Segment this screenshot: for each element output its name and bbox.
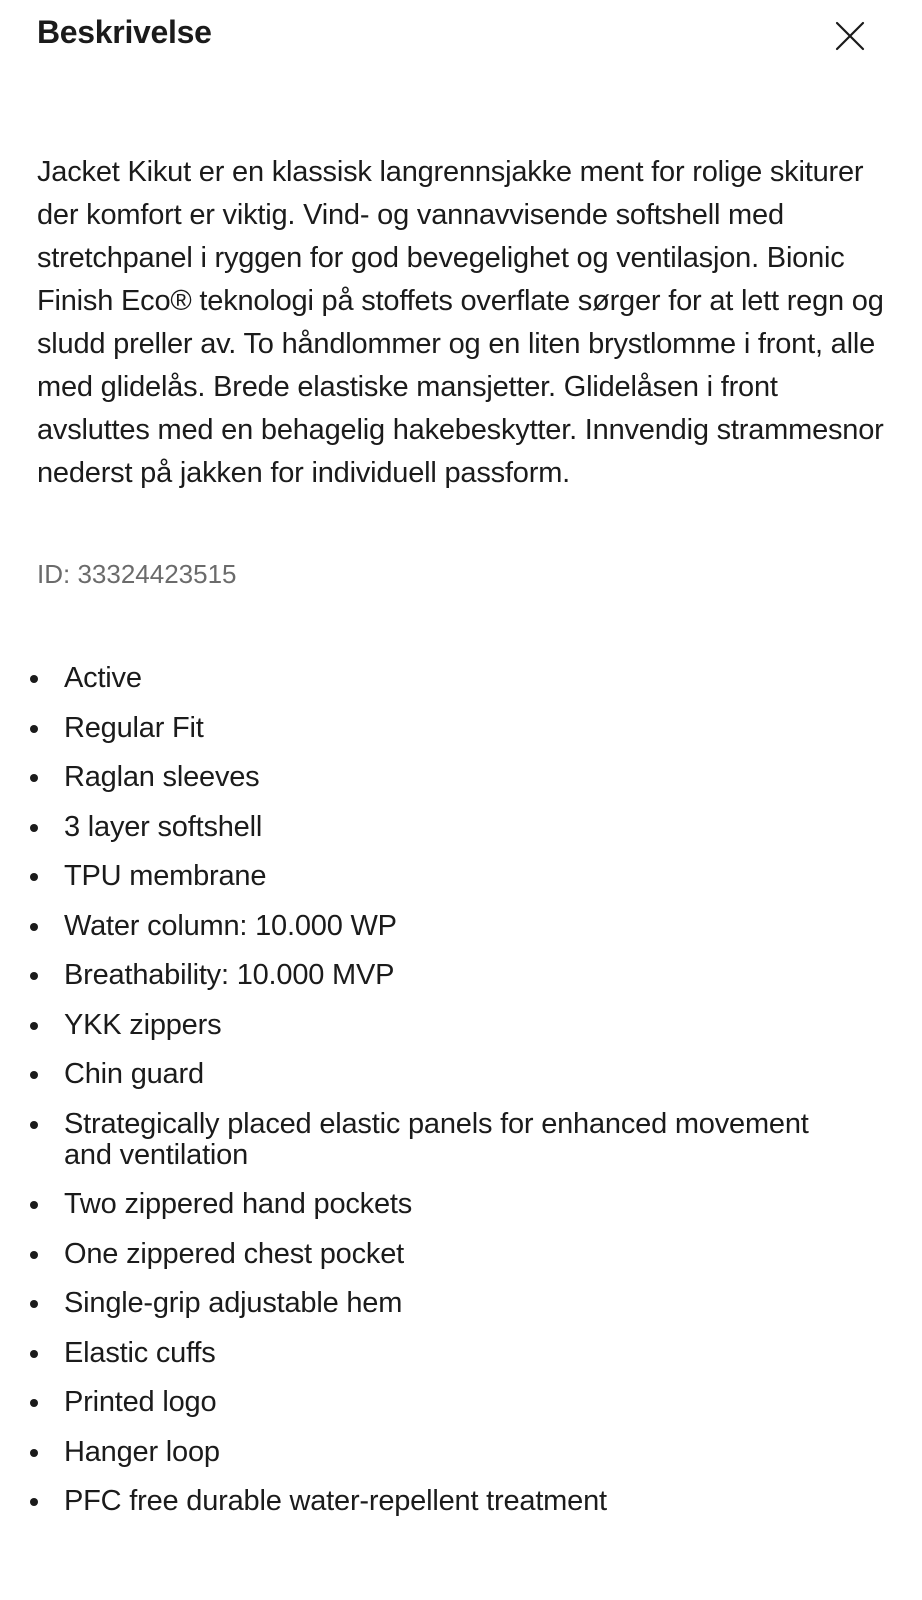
bullet-icon [30, 1251, 38, 1259]
feature-text: 3 layer softshell [64, 810, 263, 843]
list-item [0, 911, 922, 942]
bullet-icon [30, 1022, 38, 1030]
list-item [0, 1338, 922, 1369]
bullet-icon [30, 1071, 38, 1079]
list-item [0, 762, 922, 793]
list-item [0, 1437, 922, 1468]
feature-text: Chin guard [64, 1058, 204, 1090]
list-item [0, 713, 922, 744]
close-icon [835, 21, 865, 51]
list-item [0, 1239, 922, 1270]
feature-text: Raglan sleeves [64, 761, 260, 793]
bullet-icon [30, 1201, 38, 1209]
modal-title: Beskrivelse [37, 14, 212, 50]
bullet-icon [30, 873, 38, 881]
bullet-icon [30, 1399, 38, 1407]
product-id: ID: 33324423515 [37, 559, 237, 589]
list-item [0, 663, 922, 694]
feature-text: Two zippered hand pockets [64, 1188, 413, 1220]
list-item [0, 1387, 922, 1418]
bullet-icon [30, 1350, 38, 1358]
list-item [0, 1059, 922, 1090]
list-item [0, 1109, 922, 1171]
bullet-icon [30, 1498, 38, 1506]
feature-text: PFC free durable water-repellent treatment [64, 1485, 607, 1517]
feature-text: Single-grip adjustable hem [64, 1287, 403, 1319]
feature-list [0, 663, 922, 1536]
list-item [0, 1288, 922, 1319]
bullet-icon [30, 1449, 38, 1457]
bullet-icon [30, 774, 38, 782]
feature-text: Hanger loop [64, 1435, 220, 1468]
bullet-icon [30, 725, 38, 733]
list-item [0, 861, 922, 892]
feature-text: Printed logo [64, 1386, 217, 1418]
bullet-icon [30, 675, 38, 683]
feature-text: Active [64, 662, 142, 694]
list-item [0, 960, 922, 991]
product-description: Jacket Kikut er en klassisk langrennsjakke ment for rolige skiturer der komfort er viktig. Vind- og vannavvisende softshell med stretchpanel i ryggen for god bevegelighet og ventilasjon. Bionic Finish Eco® teknologi på stoffets overflate sørger for at lett regn og sludd preller av. To håndlommer og en liten brystlomme i front, alle med glidelås. Brede elastiske mansjetter. Glidelåsen i front avsluttes med en behagelig hakebeskytter. Innvendig strammesnor nederst på jakken for individuell passform. [37, 156, 884, 489]
bullet-icon [30, 923, 38, 931]
feature-text: Regular Fit [64, 711, 204, 744]
close-button[interactable] [826, 12, 874, 60]
feature-text: Water column: 10.000 WP [64, 909, 397, 942]
modal-header [0, 0, 922, 90]
bullet-icon [30, 1121, 38, 1129]
list-item [0, 812, 922, 843]
bullet-icon [30, 1300, 38, 1308]
feature-text: Strategically placed elastic panels for enhanced movement and ventilation [64, 1107, 809, 1171]
feature-text: Breathability: 10.000 MVP [64, 959, 395, 991]
list-item [0, 1486, 922, 1517]
list-item [0, 1189, 922, 1220]
bullet-icon [30, 824, 38, 832]
feature-text: YKK zippers [64, 1008, 222, 1041]
feature-text: One zippered chest pocket [64, 1237, 404, 1270]
feature-text: Elastic cuffs [64, 1336, 216, 1369]
bullet-icon [30, 972, 38, 980]
feature-text: TPU membrane [64, 860, 267, 892]
list-item [0, 1010, 922, 1041]
